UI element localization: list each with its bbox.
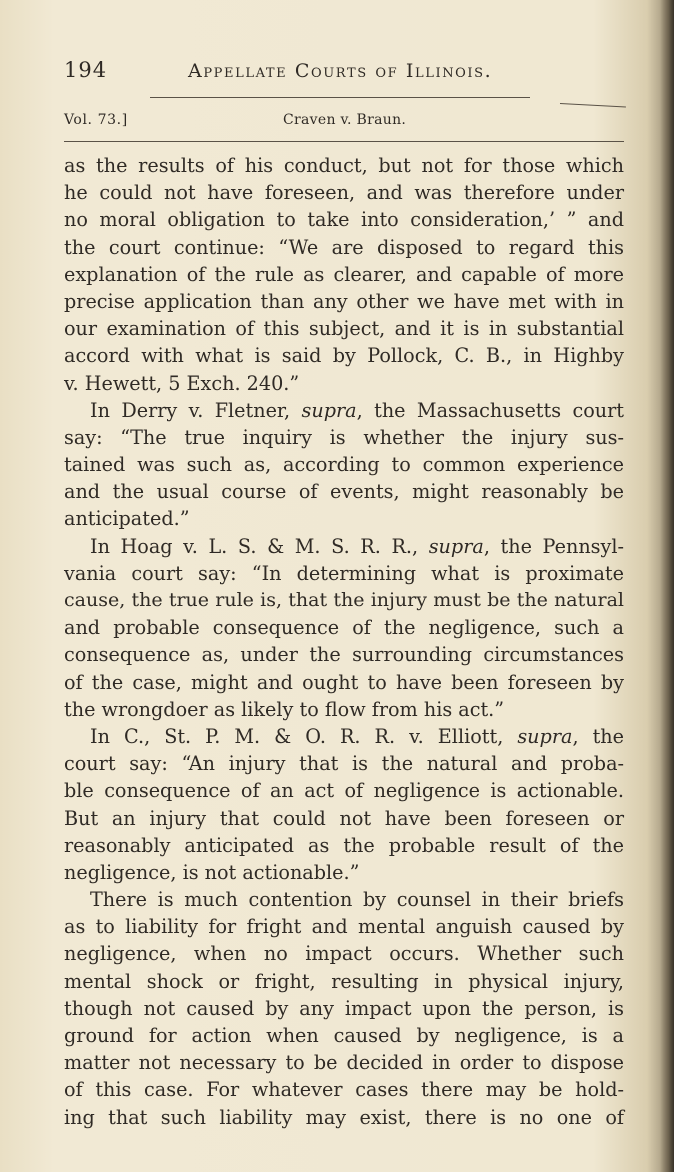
text-line: say: “The true inquiry is whether the injury sus-	[64, 425, 624, 449]
text-line: the wrongdoer as likely to flow from his act.”	[64, 697, 505, 721]
paragraph-start: In Derry v. Fletner, supra, the Massachusetts court	[90, 398, 625, 422]
italic-supra: supra	[517, 724, 573, 748]
text-line: tained was such as, according to common experience	[64, 453, 624, 477]
text-line: as to liability for fright and mental anguish caused by	[64, 915, 624, 939]
running-title: Appellate Courts of Illinois.	[188, 60, 493, 82]
text-line: explanation of the rule as clearer, and capable of more	[64, 262, 624, 286]
header-rule	[150, 97, 530, 98]
text-line: he could not have foreseen, and was therefore under	[64, 181, 624, 205]
text-line: vania court say: “In determining what is proximate	[64, 561, 624, 585]
paragraph-start: In Hoag v. L. S. & M. S. R. R., supra, the Pennsyl-	[90, 534, 624, 558]
text-line: consequence as, under the surrounding circumstances	[64, 643, 624, 667]
text-line: But an injury that could not have been foreseen or	[64, 806, 624, 830]
text-line: and the usual course of events, might reasonably be	[64, 480, 624, 504]
italic-supra: supra	[301, 398, 357, 422]
text-line: accord with what is said by Pollock, C. B., in Highby	[64, 344, 624, 368]
volume-label: Vol. 73.]	[64, 112, 128, 128]
text-line: no moral obligation to take into consideration,’ ” and	[64, 208, 624, 232]
text-line: of this case. For whatever cases there may be hold-	[64, 1078, 624, 1102]
subheader-rule	[64, 141, 624, 142]
text-line: matter not necessary to be decided in order to dispose	[64, 1051, 624, 1075]
text-line: reasonably anticipated as the probable result of the	[64, 833, 624, 857]
case-header	[64, 112, 624, 134]
case-name: Craven v. Braun.	[283, 112, 407, 128]
paragraph-start: There is much contention by counsel in their briefs	[90, 888, 624, 912]
text-line: negligence, when no impact occurs. Whether such	[64, 942, 624, 966]
text-line: ing that such liability may exist, there is no one of	[64, 1105, 624, 1129]
text-line: court say: “An injury that is the natural and proba-	[64, 752, 624, 776]
text-line: mental shock or fright, resulting in physical injury,	[64, 969, 624, 993]
text-line: ble consequence of an act of negligence is actionable.	[64, 779, 624, 803]
text-line: anticipated.”	[64, 507, 190, 531]
text-line: as the results of his conduct, but not for those which	[64, 154, 624, 177]
text-line: and probable consequence of the negligence, such a	[64, 616, 624, 640]
text-line: negligence, is not actionable.”	[64, 860, 360, 884]
text-line: though not caused by any impact upon the person, is	[64, 996, 624, 1020]
text-line: precise application than any other we have met with in	[64, 289, 624, 313]
text-line: our examination of this subject, and it is in substantial	[64, 317, 624, 341]
paragraph-start: In C., St. P. M. & O. R. R. v. Elliott, supra, the	[90, 724, 624, 748]
page-header	[64, 58, 624, 88]
text-line: v. Hewett, 5 Exch. 240.”	[64, 371, 300, 395]
page-number: 194	[64, 58, 108, 82]
text-line: ground for action when caused by negligence, is a	[64, 1024, 624, 1047]
text-line: of the case, might and ought to have been foreseen by	[64, 670, 624, 694]
text-line: the court continue: “We are disposed to regard this	[64, 235, 624, 259]
page-edge-shadow	[660, 0, 674, 1172]
italic-supra: supra	[428, 534, 484, 558]
text-line: cause, the true rule is, that the injury must be the natural	[64, 589, 624, 611]
body-text	[64, 152, 624, 1131]
